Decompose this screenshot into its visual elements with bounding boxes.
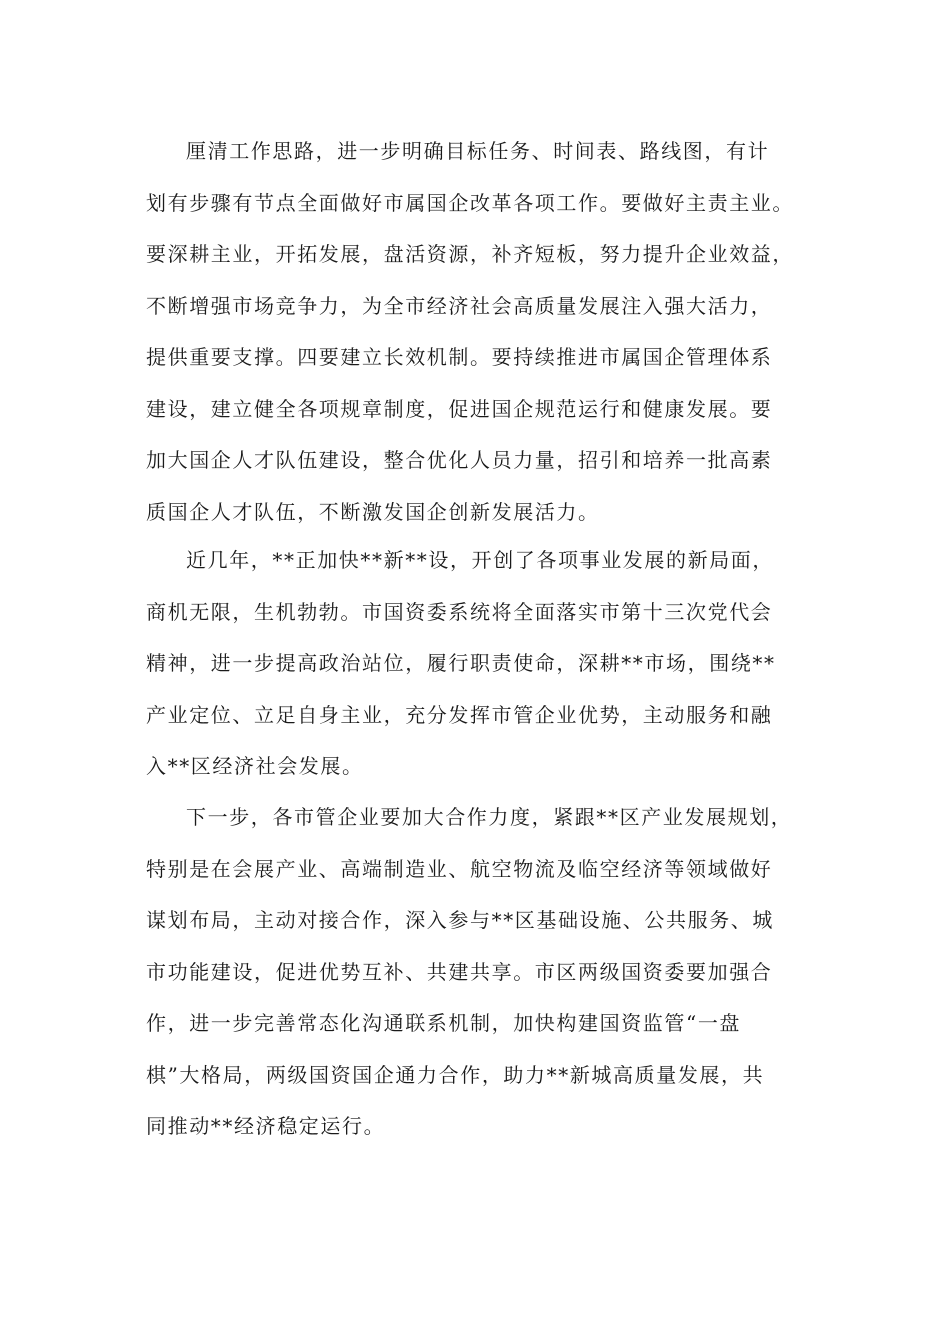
text-line: 质国企人才队伍，不断激发国企创新发展活力。 (146, 499, 600, 524)
text-line: 划有步骤有节点全面做好市属国企改革各项工作。要做好主责主业。 (146, 190, 794, 215)
paragraph-3 (146, 792, 814, 1153)
text-line: 谋划布局，主动对接合作，深入参与**区基础设施、公共服务、城 (146, 908, 774, 932)
text-line: 提供重要支撑。四要建立长效机制。要持续推进市属国企管理体系 (146, 345, 773, 369)
text-line: 产业定位、立足自身主业，充分发挥市管企业优势，主动服务和融 (146, 702, 773, 727)
text-line: 入**区经济社会发展。 (146, 754, 364, 778)
text-line: 商机无限，生机勃勃。市国资委系统将全面落实市第十三次党代会 (146, 599, 773, 624)
text-line: 不断增强市场竞争力，为全市经济社会高质量发展注入强大活力， (146, 293, 773, 318)
text-line: 建设，建立健全各项规章制度，促进国企规范运行和健康发展。要 (146, 396, 773, 421)
text-line: 下一步，各市管企业要加大合作力度，紧跟**区产业发展规划， (186, 805, 793, 829)
text-line: 加大国企人才队伍建设，整合优化人员力量，招引和培养一批高素 (146, 448, 773, 472)
text-line: 近几年，**正加快**新**设，开创了各项事业发展的新局面， (186, 548, 774, 572)
text-line: 精神，进一步提高政治站位，履行职责使命，深耕**市场，围绕** (146, 651, 776, 675)
text-line: 棋”大格局，两级国资国企通力合作，助力**新城高质量发展，共 (146, 1062, 765, 1087)
paragraph-1 (146, 126, 814, 538)
text-line: 厘清工作思路，进一步明确目标任务、时间表、路线图，有计 (186, 139, 770, 163)
text-line: 要深耕主业，开拓发展，盘活资源，补齐短板，努力提升企业效益， (146, 242, 794, 266)
text-line: 作，进一步完善常态化沟通联系机制，加快构建国资监管“一盘 (146, 1011, 742, 1035)
text-line: 同推动**经济稳定运行。 (146, 1114, 386, 1138)
paragraph-2 (146, 535, 814, 793)
text-line: 特别是在会展产业、高端制造业、航空物流及临空经济等领域做好 (146, 856, 773, 881)
text-line: 市功能建设，促进优势互补、共建共享。市区两级国资委要加强合 (146, 959, 773, 984)
